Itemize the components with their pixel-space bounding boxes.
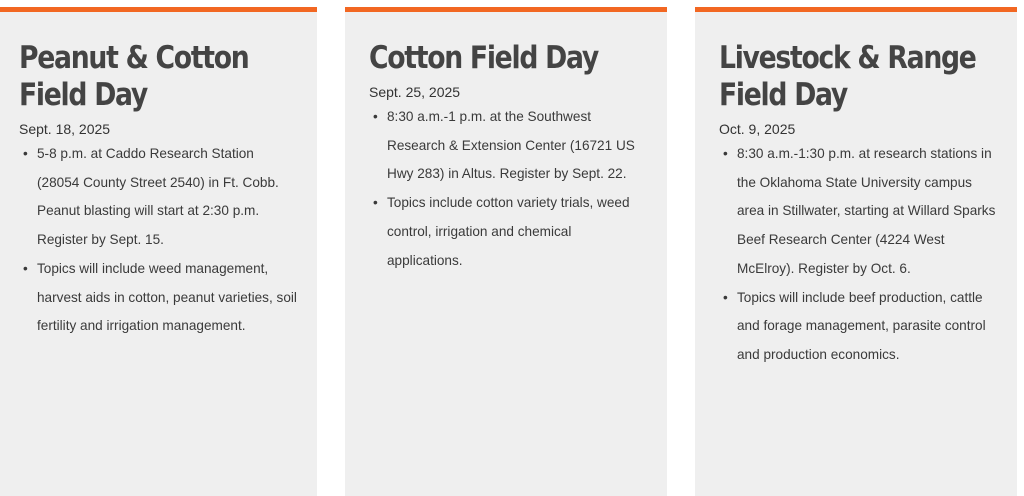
event-detail-text: 8:30 a.m.-1 p.m. at the Southwest Research & Extension Center (16721 US Hwy 283) in Altus. Register by Sept. 22.: [387, 109, 635, 182]
bullet-icon: •: [23, 146, 28, 161]
event-title: Peanut & Cotton Field Day: [19, 40, 249, 113]
bullet-icon: •: [723, 289, 728, 305]
event-detail-text: Topics will include beef production, cattle and forage management, parasite control and production economics.: [737, 289, 986, 362]
event-date: Sept. 25, 2025: [369, 84, 461, 100]
list-item: [23, 255, 297, 341]
event-card-peanut-cotton: [0, 7, 317, 496]
event-title: Cotton Field Day: [369, 40, 598, 76]
event-details-list: [369, 103, 647, 275]
event-title: Livestock & Range Field Day: [719, 40, 976, 113]
event-detail-text: 5-8 p.m. at Caddo Research Station (28054 County Street 2540) in Ft. Cobb. Peanut blasting will start at 2:30 p.m. Register by Sept. 15.: [37, 146, 279, 248]
event-date: Oct. 9, 2025: [719, 121, 796, 137]
bullet-icon: •: [373, 195, 378, 211]
bullet-icon: •: [23, 260, 28, 276]
event-details-list: [19, 140, 297, 341]
event-card-livestock-range: [695, 7, 1017, 496]
event-date: Sept. 18, 2025: [19, 121, 111, 137]
bullet-icon: •: [373, 109, 378, 124]
event-details-list: [719, 140, 997, 370]
list-item: [373, 103, 647, 189]
list-item: [723, 140, 997, 284]
list-item: [723, 284, 997, 370]
event-card-cotton: [345, 7, 667, 496]
list-item: [23, 140, 297, 255]
event-detail-text: 8:30 a.m.-1:30 p.m. at research stations in the Oklahoma State University campus area in Stillwater, starting at Willard Sparks Beef Research Center (4224 West McElroy). Register by Oct. 6.: [737, 146, 996, 276]
bullet-icon: •: [723, 146, 728, 161]
list-item: [373, 189, 647, 275]
event-detail-text: Topics will include weed management, harvest aids in cotton, peanut varieties, soil fertility and irrigation management.: [37, 260, 297, 334]
event-detail-text: Topics include cotton variety trials, weed control, irrigation and chemical applications.: [387, 195, 630, 268]
